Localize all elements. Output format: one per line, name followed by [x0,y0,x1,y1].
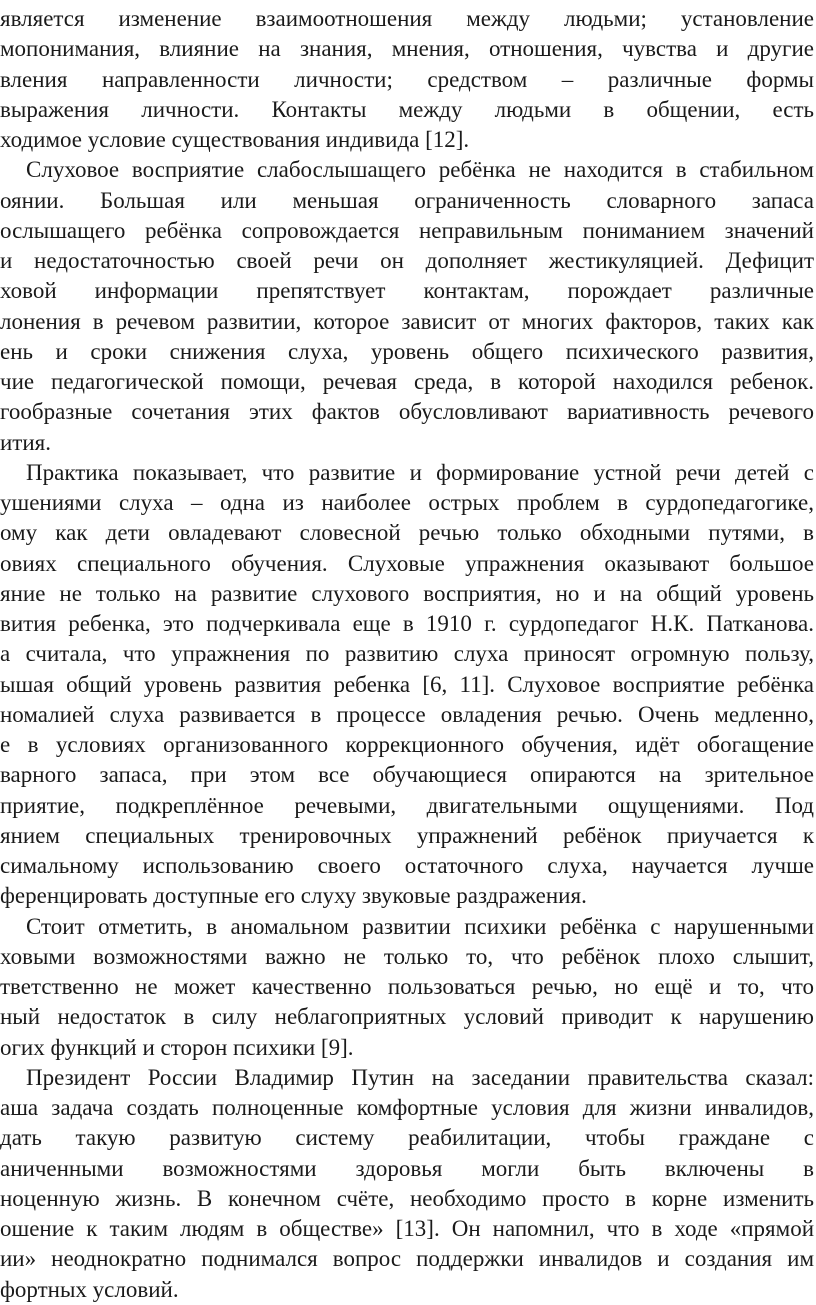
paragraph-line: Практика показывает, что развитие и формирование устной речи детей с [26,459,814,485]
paragraph-line: ноценную жизнь. В конечном счёте, необходимо просто в корне изменить [0,1185,814,1211]
paragraph-line: выражения личности. Контакты между людьми в общении, есть [0,96,814,122]
paragraph-line: фортных условий. [0,1276,179,1302]
paragraph-line: ховыми возможностями важно не только то, что ребёнок плохо слышит, [0,943,814,969]
paragraph-line: ому как дети овладевают словесной речью только обходными путями, в [0,520,814,546]
paragraph-line: ития. [0,429,51,455]
paragraph-line: ышая общий уровень развития ребенка [6, 11]. Слуховое восприятие ребёнка [0,671,814,697]
paragraph-line: и недостаточностью своей речи он дополняет жестикуляцией. Дефицит [0,248,814,273]
paragraph-line: ослышащего ребёнка сопровождается неправильным пониманием значений [0,217,814,243]
paragraph-line: ень и сроки снижения слуха, уровень общего психического развития, [0,338,814,364]
paragraph-line: огих функций и сторон психики [9]. [0,1034,354,1060]
paragraph-line: является изменение взаимоотношения между людьми; установление [0,6,814,31]
paragraph-line: ховой информации препятствует контактам, порождает различные [0,278,814,304]
paragraph-line: ошение к таким людям в обществе» [13]. Он напомнил, что в ходе «прямой [0,1216,814,1241]
paragraph-line: оянии. Большая или меньшая ограниченность словарного запаса [0,187,814,213]
paragraph-line: номалией слуха развивается в процессе овладения речью. Очень медленно, [0,701,814,727]
paragraph-line: аниченными возможностями здоровья могли быть включены в [0,1155,814,1181]
paragraph-line: ходимое условие существования индивида [12]. [0,127,470,152]
paragraph-line: аша задача создать полноценные комфортные условия для жизни инвалидов, [0,1095,814,1120]
paragraph-line: а считала, что упражнения по развитию слуха приносят огромную пользу, [0,641,814,667]
paragraph-line: ии» неоднократно поднимался вопрос поддержки инвалидов и создания им [0,1246,814,1272]
paragraph-line: тветственно не может качественно пользоваться речью, но ещё и то, что [0,974,814,999]
paragraph-line: Слуховое восприятие слабослышащего ребёнка не находится в стабильном [26,157,814,183]
paragraph-line: вития ребенка, это подчеркивала еще в 1910 г. сурдопедагог Н.К. Патканова. [0,611,814,636]
paragraph-line: янием специальных тренировочных упражнений ребёнок приучается к [0,822,814,848]
paragraph-line: вления направленности личности; средством – различные формы [0,66,814,92]
paragraph-line: симальному использованию своего остаточного слуха, научается лучше [0,853,814,878]
paragraph-line: яние не только на развитие слухового восприятия, но и на общий уровень [0,580,814,606]
paragraph-line: ный недостаток в силу неблагоприятных условий приводит к нарушению [0,1004,814,1030]
paragraph-line: Президент России Владимир Путин на заседании правительства сказал: [26,1064,814,1090]
paragraph-line: варного запаса, при этом все обучающиеся опираются на зрительное [0,762,814,788]
paragraph-line: Стоит отметить, в аномальном развитии психики ребёнка с нарушенными [26,913,814,939]
paragraph-line: лонения в речевом развитии, которое зависит от многих факторов, таких как [0,308,814,334]
paragraph-line: дать такую развитую систему реабилитации, чтобы граждане с [0,1125,814,1151]
paragraph-line: ушениями слуха – одна из наиболее острых проблем в сурдопедагогике, [0,490,814,515]
paragraph-line: е в условиях организованного коррекционного обучения, идёт обогащение [0,732,814,757]
paragraph-line: мопонимания, влияние на знания, мнения, отношения, чувства и другие [0,36,814,62]
paragraph-line: гообразные сочетания этих фактов обусловливают вариативность речевого [0,399,814,425]
paragraph-line: чие педагогической помощи, речевая среда, в которой находился ребенок. [0,369,814,394]
paragraph-line: приятие, подкреплённое речевыми, двигательными ощущениями. Под [0,792,814,818]
paragraph-line: овиях специального обучения. Слуховые упражнения оказывают большое [0,550,814,576]
paragraph-line: ференцировать доступные его слуху звуковые раздражения. [0,883,587,909]
